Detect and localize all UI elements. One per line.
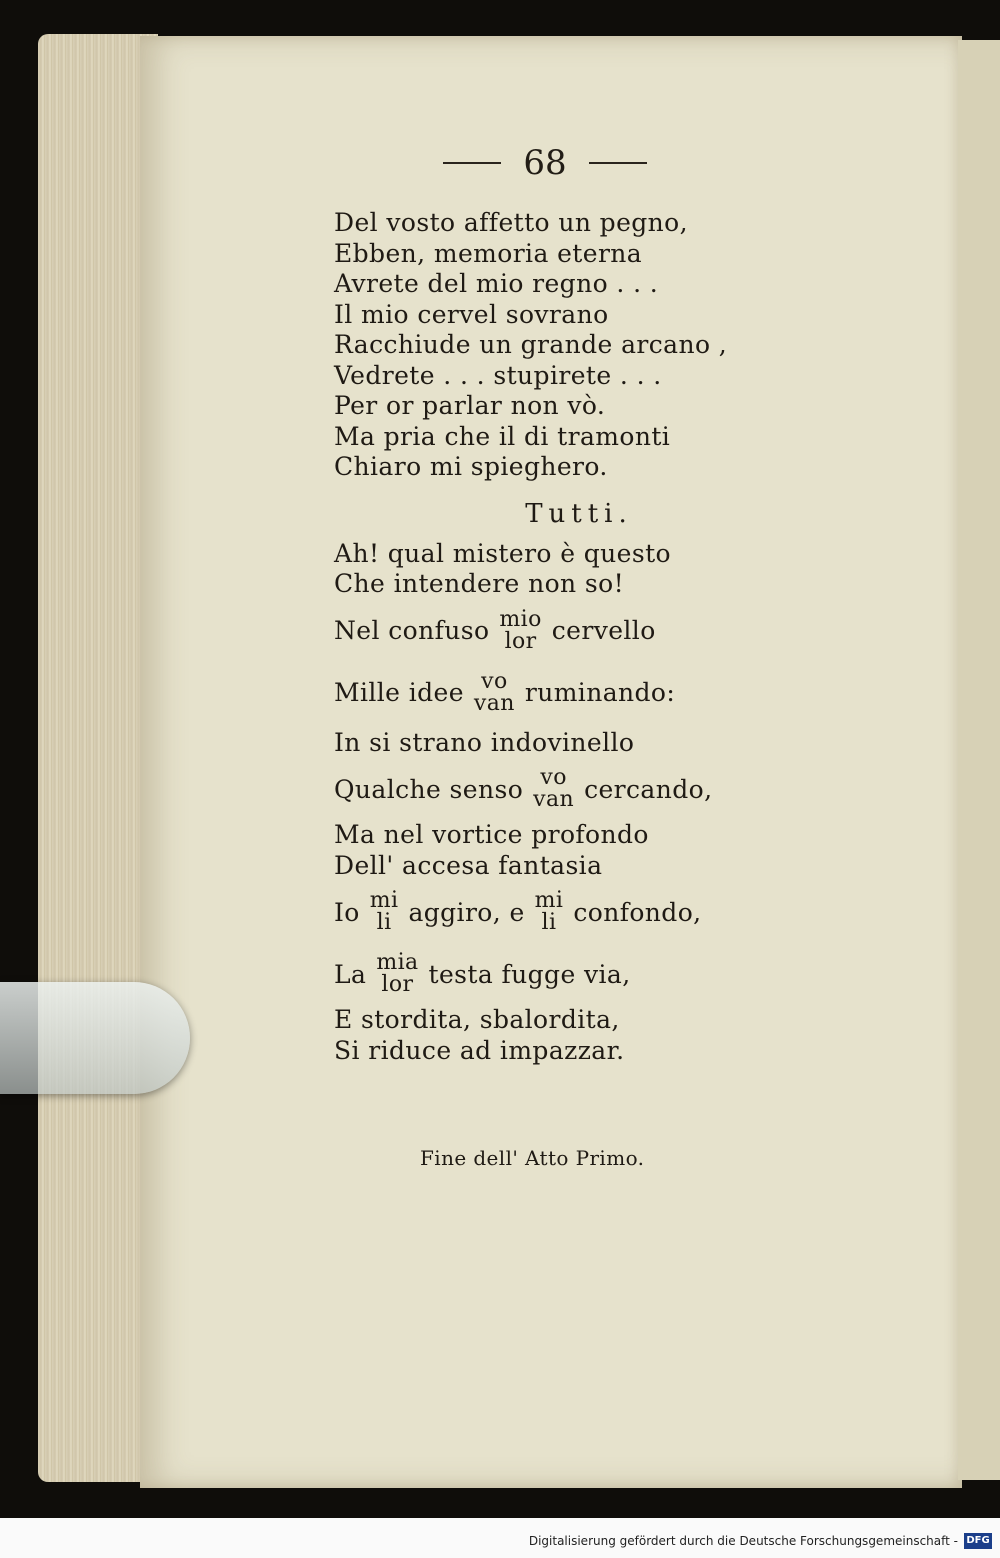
variant-stack [535,890,564,934]
verse-line: Per or parlar non vò. [334,391,606,420]
verse-line: Racchiude un grande arcano , [334,330,728,359]
verse-text: Nel confuso [334,616,490,645]
act-end-note: Fine dell' Atto Primo. [420,1146,645,1170]
variant-bottom: li [541,910,557,935]
verse-line: Il mio cervel sovrano [334,299,609,329]
verse-line: Vedrete . . . stupirete . . . [334,360,662,390]
verse-text: Mille idee [334,678,464,707]
verse-text: cervello [551,616,656,645]
facing-page-edge [958,40,1000,1480]
variant-top: mia [376,950,419,975]
variant-top: mi [369,888,399,913]
page-header [420,138,670,188]
variant-bottom: van [473,690,515,716]
verse-text: aggiro, e [408,897,525,927]
speaker-heading: Tutti. [525,498,633,529]
variant-top: mi [534,888,564,913]
libretto-text [334,208,804,1066]
verse-text: Io [334,897,360,927]
verse-line-variant [334,600,804,662]
verse-text: La [334,959,367,989]
variant-stack [499,606,542,654]
verse-text: cercando, [584,774,713,804]
verse-line: In si strano indovinello [334,727,635,757]
verse-line: Dell' accesa fantasia [334,850,603,880]
verse-line-variant [334,662,804,724]
variant-stack [370,890,399,934]
variant-bottom: van [533,787,575,812]
verse-line: Si riduce ad impazzar. [334,1035,625,1065]
variant-bottom: li [376,910,392,935]
verse-line: Del vosto affetto un pegno, [334,208,688,237]
verse-line: Ma pria che il di tramonti [334,421,671,451]
verse-line-variant [334,758,804,820]
verse-line: E stordita, sbalordita, [334,1005,620,1034]
variant-bottom: lor [504,628,537,654]
footer-credit: Digitalisierung gefördert durch die Deutsche Forschungsgemeinschaft - [528,1534,958,1548]
verse-text: confondo, [573,897,702,927]
variant-stack [473,668,515,716]
verse-line: Avrete del mio regno . . . [334,269,659,298]
page-holder-clip [0,982,190,1094]
page-number: 68 [523,143,567,183]
verse-line: Ebben, memoria eterna [334,238,643,268]
verse-text: ruminando: [524,678,676,707]
variant-top: vo [481,668,508,694]
verse-text: Qualche senso [334,774,524,804]
variant-top: mio [499,606,542,632]
variant-top: vo [540,765,567,790]
variant-stack [533,767,574,811]
verse-line-variant [334,943,804,1005]
variant-stack [376,952,418,996]
verse-line: Ah! qual mistero è questo [334,538,671,568]
variant-bottom: lor [381,972,414,997]
header-rule-right [589,162,647,164]
verse-line: Chiaro mi spieghero. [334,452,608,481]
verse-line: Ma nel vortice profondo [334,820,649,849]
verse-text: testa fugge via, [428,959,631,989]
header-rule-left [443,162,501,164]
dfg-logo: DFG [964,1533,992,1549]
verse-line: Che intendere non so! [334,569,625,598]
verse-line-variant [334,881,804,943]
